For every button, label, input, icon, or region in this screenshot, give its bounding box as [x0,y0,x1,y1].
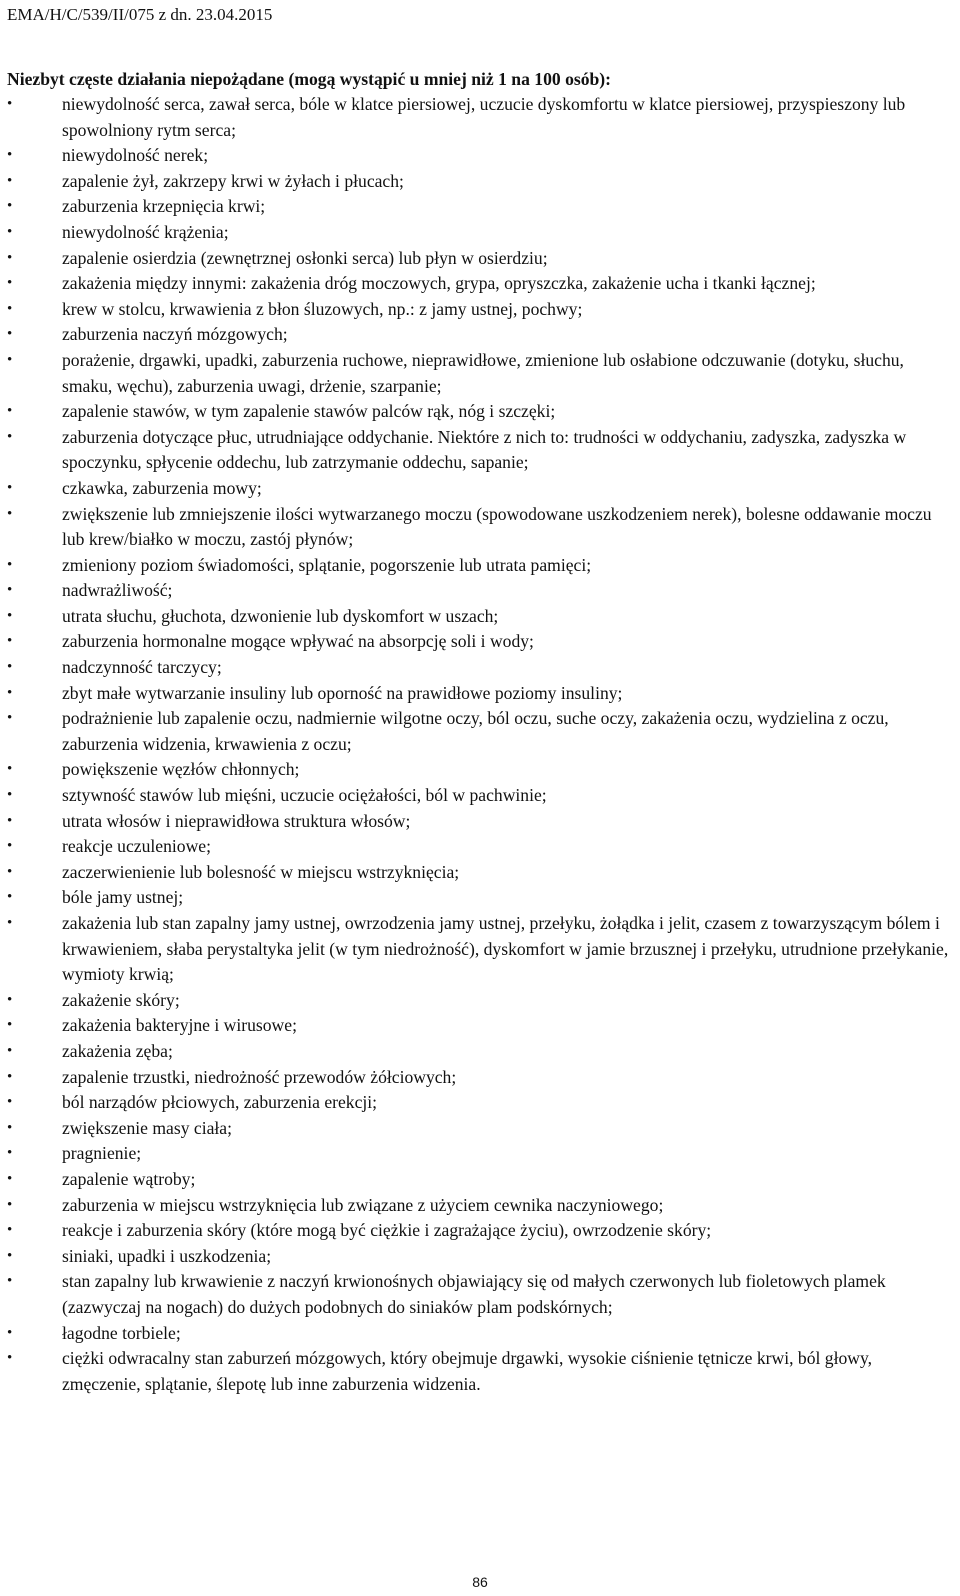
bullet-icon: • [7,633,13,650]
bullet-icon: • [7,1222,13,1239]
list-item [7,757,955,783]
list-item [7,1116,955,1142]
bullet-icon: • [7,915,13,931]
list-item [7,1269,955,1320]
bullet-icon: • [7,1068,13,1085]
bullet-icon: • [7,607,13,624]
list-item-text: zakażenia lub stan zapalny jamy ustnej, owrzodzenia jamy ustnej, przełyku, żołądka i jelit, czasem z towarzyszącym bólem i krwawieniem, słaba perystaltyka jelit (w tym niedrożność), dyskomfort w jamie brzusznej i przełyku, utrudnione przełykanie, wymioty krwią; [62,913,949,985]
list-item [7,1244,955,1270]
bullet-icon: • [7,838,13,855]
list-item [7,681,955,707]
list-item-text: zaburzenia krzepnięcia krwi; [62,196,266,217]
bullet-icon: • [7,761,13,778]
list-item-text: reakcje i zaburzenia skóry (które mogą być ciężkie i zagrażające życiu), owrzodzenie skóry; [62,1220,712,1241]
bullet-icon: • [7,1247,13,1264]
bullet-icon: • [7,582,13,599]
bullet-icon: • [7,1350,13,1367]
list-item-text: nadwrażliwość; [62,580,173,601]
bullet-icon: • [7,428,13,445]
list-item [7,425,955,476]
list-item-text: niewydolność nerek; [62,145,209,166]
list-item-text: ciężki odwracalny stan zaburzeń mózgowych, który obejmuje drgawki, wysokie ciśnienie tętnicze krwi, ból głowy, zmęczenie, splątanie, ślepotę lub inne zaburzenia widzenia. [62,1348,873,1394]
list-item [7,297,955,323]
list-item [7,169,955,195]
page-number: 86 [472,1574,488,1590]
list-item-text: pragnienie; [62,1143,142,1164]
list-item [7,1141,955,1167]
list-item [7,1039,955,1065]
list-item-text: zapalenie trzustki, niedrożność przewodów żółciowych; [62,1066,457,1087]
section-heading: Niezbyt częste działania niepożądane (mogą wystąpić u mniej niż 1 na 100 osób): [7,69,612,89]
side-effects-list [7,92,955,1397]
bullet-icon: • [7,96,13,112]
list-item-text: zapalenie stawów, w tym zapalenie stawów palców rąk, nóg i szczęki; [62,401,556,422]
bullet-icon: • [7,326,13,343]
list-item-text: nadczynność tarczycy; [62,657,222,678]
bullet-icon: • [7,1170,13,1187]
side-effects-section [7,66,955,1397]
bullet-icon: • [7,1196,13,1213]
list-item-text: siniaki, upadki i uszkodzenia; [62,1245,272,1266]
list-item-text: niewydolność serca, zawał serca, bóle w klatce piersiowej, uczucie dyskomfortu w klatce piersiowej, przyspieszony lub spowolniony rytm serca; [62,94,906,140]
list-item [7,246,955,272]
list-item-text: utrata słuchu, głuchota, dzwonienie lub dyskomfort w uszach; [62,605,499,626]
list-item-text: reakcje uczuleniowe; [62,836,211,857]
list-item [7,809,955,835]
list-item-text: zaczerwienienie lub bolesność w miejscu wstrzyknięcia; [62,861,460,882]
bullet-icon: • [7,403,13,420]
bullet-icon: • [7,1273,13,1290]
list-item [7,655,955,681]
list-item-text: zapalenie wątroby; [62,1168,196,1189]
list-item-text: podrażnienie lub zapalenie oczu, nadmiernie wilgotne oczy, ból oczu, suche oczy, zakażenia oczu, wydzielina z oczu, zaburzenia widzenia, krwawienia z oczu; [62,708,889,754]
bullet-icon: • [7,659,13,676]
bullet-icon: • [7,787,13,804]
document-reference: EMA/H/C/539/II/075 z dn. 23.04.2015 [7,5,273,24]
bullet-icon: • [7,275,13,292]
list-item-text: zakażenia bakteryjne i wirusowe; [62,1015,297,1036]
bullet-icon: • [7,172,13,189]
list-item [7,885,955,911]
list-item [7,783,955,809]
bullet-icon: • [7,889,13,906]
list-item [7,92,955,143]
list-item-text: sztywność stawów lub mięśni, uczucie ociężałości, ból w pachwinie; [62,785,547,806]
list-item-text: zmieniony poziom świadomości, splątanie, pogorszenie lub utrata pamięci; [62,554,592,575]
bullet-icon: • [7,505,13,522]
list-item-text: łagodne torbiele; [62,1322,181,1343]
list-item [7,1065,955,1091]
list-item [7,604,955,630]
list-item-text: krew w stolcu, krwawienia z błon śluzowych, np.: z jamy ustnej, pochwy; [62,298,583,319]
bullet-icon: • [7,1145,13,1162]
list-item-text: zaburzenia hormonalne mogące wpływać na absorpcję soli i wody; [62,631,534,652]
list-item-text: czkawka, zaburzenia mowy; [62,477,262,498]
list-item [7,1193,955,1219]
list-item-text: zakażenia między innymi: zakażenia dróg moczowych, grypa, opryszczka, zakażenie ucha i tkanki łącznej; [62,273,816,294]
list-item-text: zaburzenia dotyczące płuc, utrudniające oddychanie. Niektóre z nich to: trudności w oddychaniu, zadyszka, zadyszka w spoczynku, spłycenie oddechu, lub zatrzymanie oddechu, sapanie; [62,426,907,473]
list-item [7,322,955,348]
list-item [7,629,955,655]
list-item-text: zaburzenia naczyń mózgowych; [62,324,288,345]
list-item [7,578,955,604]
list-item [7,194,955,220]
list-item [7,220,955,246]
list-item-text: niewydolność krążenia; [62,221,229,242]
bullet-icon: • [7,223,13,240]
list-item-text: zwiększenie masy ciała; [62,1117,232,1138]
list-item [7,911,955,988]
bullet-icon: • [7,249,13,266]
list-item-text: zwiększenie lub zmniejszenie ilości wytwarzanego moczu (spowodowane uszkodzeniem nerek), bolesne oddawanie moczu lub krew/białko w moczu, zastój płynów; [62,503,932,550]
list-item [7,143,955,169]
bullet-icon: • [7,198,13,215]
list-item-text: zakażenia zęba; [62,1040,173,1061]
list-item-text: zapalenie żył, zakrzepy krwi w żyłach i płucach; [62,170,404,191]
list-item [7,1218,955,1244]
list-item [7,1321,955,1347]
bullet-icon: • [7,1119,13,1136]
bullet-icon: • [7,863,13,880]
list-item-text: ból narządów płciowych, zaburzenia erekcji; [62,1092,378,1113]
bullet-icon: • [7,710,13,727]
list-item [7,860,955,886]
bullet-icon: • [7,351,13,368]
bullet-icon: • [7,300,13,317]
list-item [7,553,955,579]
list-item [7,1090,955,1116]
bullet-icon: • [7,684,13,701]
bullet-icon: • [7,147,13,164]
list-item-text: zapalenie osierdzia (zewnętrznej osłonki serca) lub płyn w osierdziu; [62,247,548,268]
bullet-icon: • [7,812,13,829]
bullet-icon: • [7,1042,13,1059]
bullet-icon: • [7,1324,13,1341]
list-item [7,476,955,502]
list-item [7,348,955,399]
list-item [7,399,955,425]
list-item [7,271,955,297]
bullet-icon: • [7,1094,13,1111]
list-item [7,502,955,553]
list-item-text: zbyt małe wytwarzanie insuliny lub oporność na prawidłowe poziomy insuliny; [62,682,623,703]
list-item-text: zakażenie skóry; [62,989,180,1010]
list-item [7,1346,955,1397]
bullet-icon: • [7,479,13,496]
list-item-text: utrata włosów i nieprawidłowa struktura włosów; [62,810,411,831]
list-item [7,1167,955,1193]
list-item [7,1013,955,1039]
bullet-icon: • [7,556,13,573]
bullet-icon: • [7,991,13,1008]
bullet-icon: • [7,1017,13,1034]
list-item-text: zaburzenia w miejscu wstrzyknięcia lub związane z użyciem cewnika naczyniowego; [62,1194,664,1215]
list-item-text: porażenie, drgawki, upadki, zaburzenia ruchowe, nieprawidłowe, zmienione lub osłabione odczuwanie (dotyku, słuchu, smaku, węchu), zaburzenia uwagi, drżenie, szarpanie; [62,349,904,396]
list-item-text: bóle jamy ustnej; [62,887,184,908]
list-item [7,706,955,757]
list-item-text: stan zapalny lub krwawienie z naczyń krwionośnych objawiający się od małych czerwonych lub fioletowych plamek (zazwyczaj na nogach) do dużych podobnych do siniaków plam podskórnych; [62,1271,886,1317]
list-item [7,834,955,860]
list-item [7,988,955,1014]
list-item-text: powiększenie węzłów chłonnych; [62,759,300,780]
